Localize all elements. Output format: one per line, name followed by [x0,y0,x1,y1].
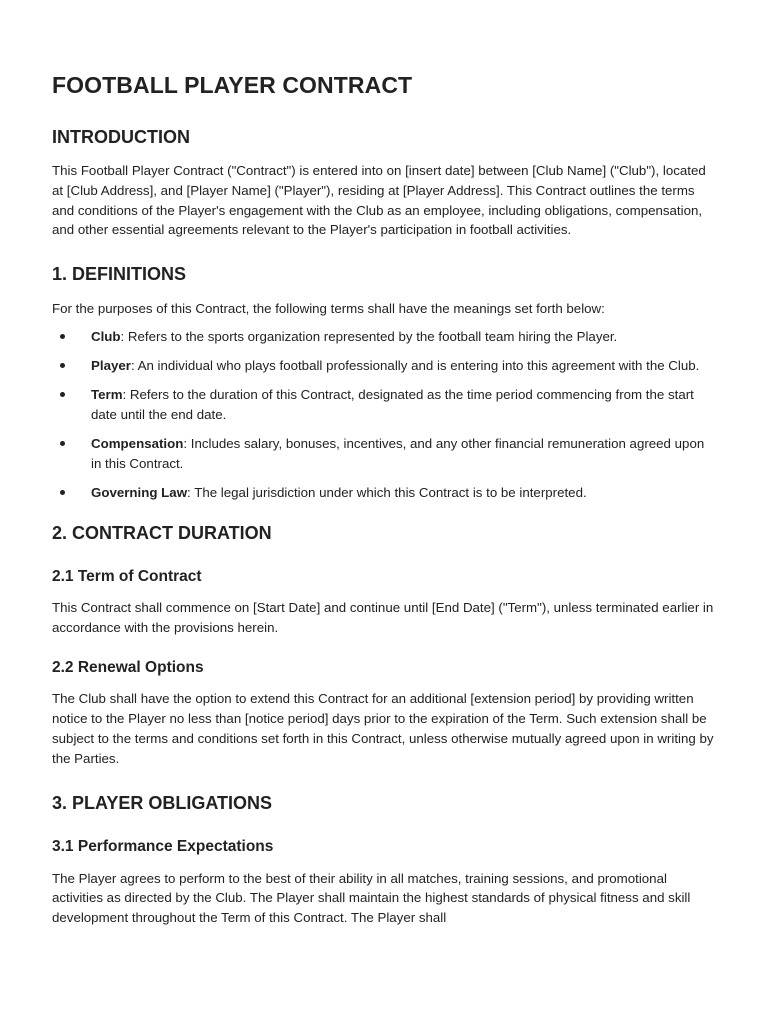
definition-item [52,327,714,347]
definition-text: : An individual who plays football professionally and is entering into this agreement with the Club. [130,358,700,374]
player-obligations-heading: 3. PLAYER OBLIGATIONS [52,792,273,813]
definitions-intro: For the purposes of this Contract, the following terms shall have the meanings set forth below: [52,301,605,317]
definition-text: : Refers to the duration of this Contract, designated as the time period commencing from the start date until the end date. [91,387,694,422]
definition-text: : Includes salary, bonuses, incentives, and any other financial remuneration agreed upon in this Contract. [91,436,705,471]
bullet-icon [60,363,65,368]
bullet-icon [60,490,65,495]
definition-term: Club [91,328,121,344]
definition-term: Term [91,387,123,403]
definition-term: Governing Law [91,484,188,500]
definition-term: Compensation [91,436,184,452]
bullet-icon [60,334,65,339]
performance-expectations-heading: 3.1 Performance Expectations [52,837,274,855]
renewal-options-paragraph: The Club shall have the option to extend this Contract for an additional [extension period] by providing written notice to the Player no less than [notice period] days prior to the expiration of the Term. Such extension shall be subject to the terms and conditions set forth in this Contract, unless otherwise mutually agreed upon in writing by the Parties. [52,691,714,766]
bullet-icon [60,392,65,397]
term-of-contract-heading: 2.1 Term of Contract [52,567,202,585]
definition-item [52,385,714,425]
term-of-contract-paragraph: This Contract shall commence on [Start Date] and continue until [End Date] ("Term"), unless terminated earlier in accordance with the provisions herein. [52,599,714,635]
document-title: FOOTBALL PLAYER CONTRACT [52,72,413,98]
definition-item [52,356,714,376]
renewal-options-heading: 2.2 Renewal Options [52,659,204,677]
definitions-list [52,327,714,503]
definition-text: : The legal jurisdiction under which this Contract is to be interpreted. [187,484,587,500]
introduction-paragraph: This Football Player Contract ("Contract") is entered into on [insert date] between [Club Name] ("Club"), located at [Club Address], and [Player Name] ("Player"), residing at [Player Address]. This Contract outlines the terms and conditions of the Player's engagement with the Club as an employee, including obligations, compensation, and other essential agreements relevant to the Player's participation in football activities. [52,163,706,238]
introduction-heading: INTRODUCTION [52,127,190,147]
definition-text: : Refers to the sports organization represented by the football team hiring the Player. [120,328,618,344]
performance-expectations-paragraph: The Player agrees to perform to the best of their ability in all matches, training sessions, and promotional activities as directed by the Club. The Player shall maintain the highest standards of physical fitness and skill development throughout the Term of this Contract. The Player shall [52,870,691,926]
definitions-heading: 1. DEFINITIONS [52,264,187,285]
contract-duration-heading: 2. CONTRACT DURATION [52,522,272,543]
definition-item [52,434,714,474]
definition-item [52,483,714,503]
definition-term: Player [91,358,131,374]
bullet-icon [60,441,65,446]
